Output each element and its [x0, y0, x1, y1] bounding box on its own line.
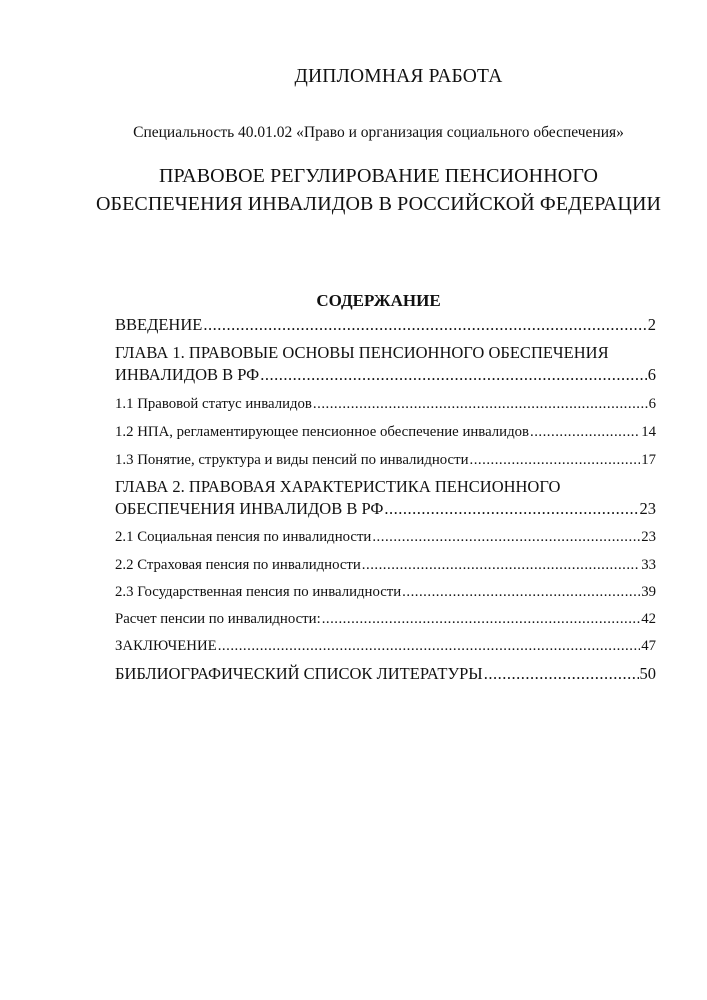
toc-entry-1-1	[115, 396, 656, 413]
toc-page-number: 39	[641, 584, 656, 600]
toc-entry-bibliography	[115, 664, 656, 684]
toc-entry-label: ИНВАЛИДОВ В РФ	[115, 365, 260, 384]
specialty-line: Специальность 40.01.02 «Право и организация социального обеспечения»	[133, 124, 624, 141]
toc-entry-1-2	[115, 424, 656, 441]
toc-leader-dots	[484, 664, 639, 684]
toc-entry-2-1	[115, 529, 656, 546]
toc-chapter1-line1: ГЛАВА 1. ПРАВОВЫЕ ОСНОВЫ ПЕНСИОННОГО ОБЕСПЕЧЕНИЯ	[115, 343, 609, 362]
toc-page-number: 6	[648, 396, 656, 412]
toc-leader-dots	[260, 365, 647, 385]
toc-leader-dots	[470, 452, 641, 469]
toc-page-number: 14	[641, 424, 656, 440]
toc-entry-label: 1.3 Понятие, структура и виды пенсий по инвалидности	[115, 452, 469, 468]
toc-leader-dots	[530, 424, 640, 441]
toc-entry-chapter1	[115, 365, 656, 385]
toc-leader-dots	[362, 557, 640, 574]
toc-page-number: 23	[639, 499, 656, 518]
title-line-1: ПРАВОВОЕ РЕГУЛИРОВАНИЕ ПЕНСИОННОГО	[158, 165, 599, 187]
toc-leader-dots	[402, 584, 640, 601]
toc-entry-label: ВВЕДЕНИЕ	[115, 315, 203, 334]
toc-entry-label: 2.2 Страховая пенсия по инвалидности	[115, 557, 361, 573]
toc-page-number: 42	[641, 611, 656, 627]
toc-page-number: 23	[641, 529, 656, 545]
toc-entry-calculation	[115, 611, 656, 628]
toc-leader-dots	[218, 638, 640, 655]
toc-page-number: 33	[641, 557, 656, 573]
toc-page-number: 2	[647, 315, 656, 334]
toc-page-number: 17	[641, 452, 656, 468]
toc-leader-dots	[384, 499, 638, 519]
toc-entry-label: ЗАКЛЮЧЕНИЕ	[115, 638, 217, 654]
toc-chapter2-line1: ГЛАВА 2. ПРАВОВАЯ ХАРАКТЕРИСТИКА ПЕНСИОННОГО	[115, 477, 561, 496]
document-type: ДИПЛОМНАЯ РАБОТА	[294, 66, 503, 87]
document-title	[0, 162, 707, 218]
toc-entry-label: 2.1 Социальная пенсия по инвалидности	[115, 529, 372, 545]
toc-entry-label: ОБЕСПЕЧЕНИЯ ИНВАЛИДОВ В РФ	[115, 499, 384, 518]
toc-page-number: 50	[639, 664, 656, 683]
toc-leader-dots	[322, 611, 641, 628]
toc-entry-label: 1.1 Правовой статус инвалидов	[115, 396, 312, 412]
toc-entry-2-2	[115, 557, 656, 574]
toc-entry-label: БИБЛИОГРАФИЧЕСКИЙ СПИСОК ЛИТЕРАТУРЫ	[115, 664, 483, 683]
toc-leader-dots	[313, 396, 648, 413]
toc-entry-chapter2	[115, 499, 656, 519]
toc-leader-dots	[203, 315, 646, 335]
toc-entry-label: 2.3 Государственная пенсия по инвалидности	[115, 584, 402, 600]
toc-entry-intro	[115, 315, 656, 335]
toc-entry-label: 1.2 НПА, регламентирующее пенсионное обеспечение инвалидов	[115, 424, 529, 440]
toc-heading: СОДЕРЖАНИЕ	[316, 291, 441, 310]
toc-entry-label: Расчет пенсии по инвалидности:	[115, 611, 321, 627]
toc-leader-dots	[372, 529, 640, 546]
title-line-2: ОБЕСПЕЧЕНИЯ ИНВАЛИДОВ В РОССИЙСКОЙ ФЕДЕРАЦИИ	[95, 193, 662, 215]
toc-entry-2-3	[115, 584, 656, 601]
toc-entry-1-3	[115, 452, 656, 469]
toc-page-number: 6	[647, 365, 656, 384]
toc-page-number: 47	[641, 638, 656, 654]
toc-entry-conclusion	[115, 638, 656, 655]
